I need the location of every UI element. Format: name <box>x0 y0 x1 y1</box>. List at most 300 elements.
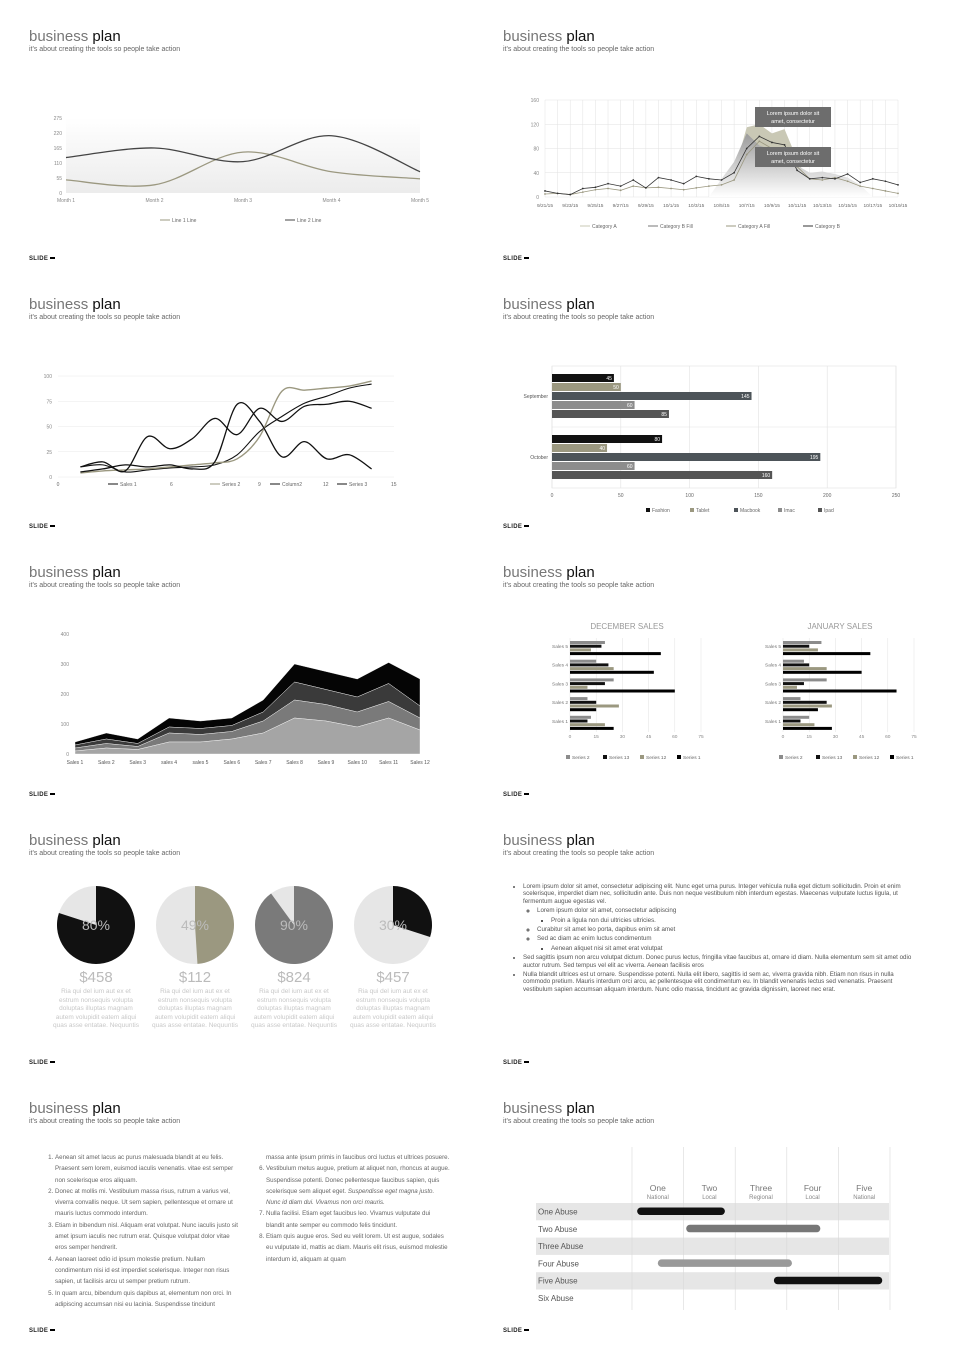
x-tick-label: Sales 8 <box>286 760 303 766</box>
data-point <box>746 154 748 156</box>
legend-label: Series 1 <box>683 756 701 761</box>
data-point <box>847 173 849 175</box>
callout-text: amet, consectetur <box>771 159 815 165</box>
data-label: 60 <box>626 403 633 409</box>
x-tick-label: 10/17/15 <box>863 204 883 209</box>
chart-gantt <box>536 1147 890 1310</box>
y-tick-label: 80 <box>533 146 539 153</box>
bar <box>552 471 772 479</box>
bar <box>570 667 614 670</box>
data-point <box>557 192 559 194</box>
legend-swatch <box>818 508 822 512</box>
pie-description: Ria qui del ium aut ex et estrum nonsequis volupta doluptas illuptas magnam autem volupidit eatem aliqui quas asse entatae. Nequuntis <box>250 988 337 1029</box>
slide-title: business plan <box>503 832 595 849</box>
bar <box>783 648 818 651</box>
chart-sales-bars <box>765 622 917 761</box>
chart-sales-bars <box>552 622 704 761</box>
data-point <box>771 142 773 144</box>
bar <box>570 682 605 685</box>
x-tick-label: Sales 10 <box>347 760 368 766</box>
data-point <box>607 183 609 185</box>
bar <box>570 723 605 726</box>
legend-label: Imac <box>784 508 795 514</box>
row-label: Four Abuse <box>538 1259 579 1269</box>
legend-swatch <box>677 755 681 759</box>
x-tick-label: 10/5/15 <box>713 204 730 209</box>
slide-footer: SLIDE <box>503 524 529 530</box>
callout-text: amet, consectetur <box>771 119 815 125</box>
legend-label: Tablet <box>696 508 710 514</box>
slide-footer: SLIDE <box>503 792 529 798</box>
x-tick-label: 45 <box>645 735 652 740</box>
slide-title: business plan <box>503 28 595 45</box>
row-label: Five Abuse <box>538 1276 578 1286</box>
data-point <box>670 179 672 181</box>
data-point <box>809 178 811 180</box>
data-point <box>859 185 861 187</box>
x-tick-label: 0 <box>568 735 572 740</box>
data-point <box>645 187 647 189</box>
column-subheader: Local <box>805 1195 820 1201</box>
x-tick-label: 10/15/15 <box>838 204 857 209</box>
bar <box>783 720 800 723</box>
pie-card <box>51 885 141 1031</box>
legend-label: Series 3 <box>349 482 368 488</box>
numbered-item: 3. Etiam in bibendum nisl. Aliquam erat volutpat. Nunc iaculis justo sit amet ipsum iaculis nec rutrum erat. Quisque volutpat dolor vitae eros semper hendrerit. <box>55 1220 239 1254</box>
y-tick-label: 160 <box>530 98 539 104</box>
bullet-subitem: ▪ Proin a ligula non dui ultricies ultricies. <box>551 917 915 924</box>
bullet-subitem: ▪ Aenean aliquet nisi sit amet erat volutpat <box>551 945 915 952</box>
column-header: Five <box>856 1183 873 1193</box>
x-tick-label: 10/13/15 <box>813 204 832 209</box>
y-tick-label: 120 <box>530 122 539 129</box>
category-label: Sales 1 <box>765 719 781 725</box>
data-point <box>632 185 634 187</box>
column-subheader: National <box>853 1195 876 1201</box>
legend-label: Macbook <box>740 508 761 514</box>
x-tick-label: 15 <box>806 735 812 740</box>
x-tick-label: Sales 6 <box>223 760 241 766</box>
bar <box>570 652 661 655</box>
y-tick-label: 75 <box>46 399 52 406</box>
slide-subtitle: it's about creating the tools so people take action <box>29 1118 181 1125</box>
numbered-item: 2. Donec at mollis mi. Vestibulum massa risus, rutrum a varius vel, viverra convallis neque. Ut sem sapien, pellentesque et ornare ut mauris luctus commodo interdum. <box>55 1186 239 1220</box>
data-point <box>758 135 760 137</box>
category-label: October <box>530 455 548 461</box>
y-tick-label: 100 <box>60 722 69 728</box>
numbered-item: 1. Aenean sit amet lacus ac purus malesuada blandit at eu felis. Praesent sem lorem, euismod iaculis venenatis. vitae est semper non scelerisque eros aliquam. <box>55 1152 239 1186</box>
y-tick-label: 100 <box>43 374 52 380</box>
legend-label: Series 13 <box>822 756 843 761</box>
pie-percent-label: 90% <box>279 917 309 933</box>
legend-label: Category A <box>592 224 617 230</box>
slide-footer: SLIDE <box>29 1060 55 1066</box>
bar <box>783 716 809 719</box>
data-point <box>670 188 672 190</box>
bar <box>570 701 596 704</box>
row-label: Three Abuse <box>538 1242 584 1252</box>
legend-swatch <box>779 755 783 759</box>
x-tick-label: Sales 7 <box>254 760 272 766</box>
y-tick-label: 0 <box>59 191 62 197</box>
bar <box>552 401 635 409</box>
bar <box>783 705 832 708</box>
legend-label: Series 1 <box>896 756 914 761</box>
data-point <box>569 194 571 196</box>
slide-subtitle: it's about creating the tools so people take action <box>29 582 181 589</box>
chart-line-dates <box>531 98 908 230</box>
bar <box>783 678 827 681</box>
x-tick-label: 9/25/15 <box>587 204 604 209</box>
callout-text: Lorem ipsum dolor sit <box>766 151 820 157</box>
chart-stacked-area <box>61 632 430 766</box>
y-tick-label: 55 <box>56 176 62 182</box>
data-point <box>884 190 886 192</box>
x-tick-label: 150 <box>754 493 763 499</box>
legend-swatch <box>890 755 894 759</box>
slide-subtitle: it's about creating the tools so people take action <box>503 314 655 321</box>
x-tick-label: 15 <box>593 735 599 740</box>
x-tick-label: 45 <box>858 735 865 740</box>
category-label: Sales 1 <box>552 719 568 725</box>
gantt-bar <box>774 1277 882 1285</box>
chart-line-months <box>54 116 430 224</box>
bar <box>570 660 596 663</box>
x-tick-label: 10/3/15 <box>688 204 705 209</box>
chart-xy-lines <box>44 374 397 488</box>
bar <box>783 723 814 726</box>
slide-title: business plan <box>29 296 121 313</box>
x-tick-label: 10/19/15 <box>888 204 908 209</box>
column-subheader: National <box>646 1195 669 1201</box>
bar <box>783 690 897 693</box>
data-point <box>607 188 609 190</box>
bar <box>783 682 804 685</box>
legend-label: Series 12 <box>646 756 667 761</box>
x-tick-label: sales 5 <box>192 760 209 766</box>
bullet-subitem: ◦ Curabitur sit amet leo porta, dapibus enim sit amet <box>537 926 915 933</box>
pie-percent-label: 49% <box>180 917 210 933</box>
bar <box>783 701 827 704</box>
data-label: 195 <box>809 455 819 461</box>
legend-swatch <box>734 508 738 512</box>
bar <box>552 462 635 470</box>
numbered-list-right <box>250 1152 450 1265</box>
y-tick-label: 0 <box>66 752 69 758</box>
data-point <box>695 175 697 177</box>
column-header: Two <box>701 1183 718 1193</box>
legend-label: Series 2 <box>222 482 241 488</box>
data-label: 160 <box>761 473 771 479</box>
bar <box>783 667 827 670</box>
slide-title: business plan <box>29 28 121 45</box>
data-point <box>834 178 836 180</box>
x-tick-label: 200 <box>823 493 832 499</box>
category-label: Sales 3 <box>765 682 781 688</box>
slide-title: business plan <box>503 296 595 313</box>
legend-label: Series 2 <box>572 756 590 761</box>
bullet-item: • Nulla blandit ultrices est ut ornare. Suspendisse potenti. Nulla elit libero, sagittis id sem ac, viverra gravida nibh. Etiam non risus in nulla commodo pretium. Mauris interdum orci arcu, ac pellentesque elit condimentum eu. In blandit venenatis lectus sed venenatis. Praesent vestibulum sapien accumsan aliquam interdum. Nunc odio massa, tincidunt ac gravida dignissim, laoreet nec erat. <box>523 971 915 993</box>
category-label: Sales 4 <box>765 663 781 669</box>
x-tick-label: 50 <box>618 493 624 499</box>
bar <box>570 705 619 708</box>
x-tick-label: 250 <box>891 493 901 499</box>
bar <box>783 697 800 700</box>
data-point <box>620 185 622 187</box>
slide-subtitle: it's about creating the tools so people take action <box>29 314 181 321</box>
pie-card <box>348 885 438 1031</box>
data-point <box>897 184 899 186</box>
legend-label: Series 13 <box>609 756 630 761</box>
pie-amount: $824 <box>277 969 311 986</box>
data-point <box>595 189 597 191</box>
bar <box>783 641 821 644</box>
data-point <box>708 178 710 180</box>
bar <box>570 708 596 711</box>
bar <box>570 697 587 700</box>
data-point <box>595 186 597 188</box>
data-point <box>721 179 723 181</box>
pie-description: Ria qui del ium aut ex et estrum nonsequis volupta doluptas illuptas magnam autem volupidit eatem aliqui quas asse entatae. Nequuntis <box>52 988 139 1029</box>
x-tick-label: 10/11/15 <box>787 204 807 209</box>
y-tick-label: 275 <box>53 116 62 122</box>
bar <box>570 720 587 723</box>
data-point <box>708 185 710 187</box>
pie-description: Ria qui del ium aut ex et estrum nonsequis volupta doluptas illuptas magnam autem volupidit eatem aliqui quas asse entatae. Nequuntis <box>151 988 238 1029</box>
slide-footer: SLIDE <box>29 1328 55 1334</box>
numbered-item: 5. In quam arcu, bibendum quis dapibus at, elementum non orci. In adipiscing accumsan nisi eu lacinia. Suspendisse tincidunt <box>55 1288 239 1311</box>
bar <box>570 686 587 689</box>
column-subheader: Local <box>702 1195 717 1201</box>
slide-footer: SLIDE <box>29 524 55 530</box>
data-point <box>683 183 685 185</box>
slide-subtitle: it's about creating the tools so people take action <box>503 850 655 857</box>
x-tick-label: 9/21/15 <box>536 204 554 209</box>
x-tick-label: Month 4 <box>322 198 341 204</box>
slide-footer: SLIDE <box>29 792 55 798</box>
data-point <box>683 189 685 191</box>
x-tick-label: 10/9/15 <box>763 204 780 209</box>
y-tick-label: 50 <box>46 424 52 431</box>
chart-hbar <box>524 366 901 514</box>
pie-card <box>249 885 339 1031</box>
x-tick-label: Sales 12 <box>410 760 430 766</box>
x-tick-label: 0 <box>781 735 785 740</box>
bar <box>783 663 809 666</box>
y-tick-label: 0 <box>536 195 539 201</box>
legend-swatch <box>690 508 694 512</box>
category-label: Sales 2 <box>765 701 781 707</box>
bar <box>570 678 614 681</box>
slide-title: business plan <box>29 564 121 581</box>
pie-description: Ria qui del ium aut ex et estrum nonsequis volupta doluptas illuptas magnam autem volupidit eatem aliqui quas asse entatae. Nequuntis <box>349 988 436 1029</box>
x-tick-label: 30 <box>832 735 839 740</box>
slide-footer: SLIDE <box>503 1328 529 1334</box>
data-label: 85 <box>661 412 667 418</box>
y-tick-label: 25 <box>46 449 52 456</box>
numbered-text-italic: Suspendisse eget magna justo. Nunc id diam dui. Vivamus non orci mauris. <box>266 1187 435 1207</box>
legend-swatch <box>778 508 782 512</box>
bar <box>783 652 870 655</box>
category-label: Sales 4 <box>552 663 568 669</box>
x-tick-label: 12 <box>323 482 329 488</box>
x-tick-label: 6 <box>170 482 173 488</box>
x-tick-label: Sales 11 <box>379 760 399 766</box>
bar <box>783 727 832 730</box>
pie-amount: $112 <box>178 969 212 986</box>
data-point <box>796 169 798 171</box>
y-tick-label: 40 <box>533 170 539 177</box>
numbered-item: 7. Nulla facilisi. Etiam eget faucibus leo. Vivamus vulputate dui blandit ante semper eu commodo felis tincidunt. <box>266 1208 450 1231</box>
column-subheader: Regional <box>749 1195 773 1201</box>
slide-subtitle: it's about creating the tools so people take action <box>29 850 181 857</box>
data-label: 50 <box>613 385 619 391</box>
bar <box>552 383 621 391</box>
data-point <box>620 189 622 191</box>
pie-card <box>150 885 240 1031</box>
table-row-band <box>536 1238 889 1255</box>
data-point <box>821 177 823 179</box>
bar <box>552 392 752 400</box>
legend-swatch <box>646 508 650 512</box>
gantt-bar <box>637 1208 725 1216</box>
data-point <box>821 179 823 181</box>
bar <box>570 671 654 674</box>
pie-amount: $458 <box>79 969 113 986</box>
x-tick-label: 60 <box>672 735 678 740</box>
x-tick-label: Sales 9 <box>317 760 335 766</box>
legend-label: Ipad <box>824 508 834 514</box>
data-point <box>658 177 660 179</box>
x-tick-label: 10/7/15 <box>738 204 755 209</box>
data-point <box>872 178 874 180</box>
legend-label: Category B <box>815 224 841 230</box>
bullet-item <box>523 883 915 952</box>
data-label: 145 <box>741 394 750 400</box>
legend-swatch <box>640 755 644 759</box>
numbered-item: 8. Etiam quis augue eros. Sed eu velit lorem. Ut est augue, sodales eu vulputate id, mattis ac diam. Mauris elit risus, euismod molestie interdum id, aliquam at quam <box>266 1231 450 1265</box>
bar <box>570 727 614 730</box>
x-tick-label: Sales 2 <box>98 760 115 766</box>
bar <box>570 663 608 666</box>
column-header: Four <box>803 1183 822 1193</box>
slide-title: business plan <box>503 1100 595 1117</box>
bar <box>552 453 820 461</box>
x-tick-label: Sales 1 <box>66 760 84 766</box>
data-label: 40 <box>599 446 606 452</box>
data-point <box>758 140 760 142</box>
data-point <box>859 182 861 184</box>
bar <box>570 716 591 719</box>
plot-area <box>66 118 420 193</box>
data-point <box>872 188 874 190</box>
x-tick-label: 9/27/15 <box>612 204 629 209</box>
legend-label: Sales 1 <box>120 482 137 488</box>
x-tick-label: Month 2 <box>145 198 164 204</box>
bar <box>552 410 669 418</box>
y-tick-label: 110 <box>54 161 62 167</box>
x-tick-label: sales 4 <box>161 760 178 766</box>
x-tick-label: 10/1/15 <box>663 204 680 209</box>
data-label: 60 <box>626 464 633 470</box>
legend-swatch <box>853 755 857 759</box>
category-label: Sales 5 <box>765 645 781 650</box>
category-label: Sales 3 <box>552 682 568 688</box>
column-header: One <box>649 1183 666 1193</box>
data-label: 45 <box>606 376 612 382</box>
numbered-item <box>266 1163 450 1208</box>
row-label: One Abuse <box>538 1207 578 1217</box>
category-label: Sales 5 <box>552 645 568 650</box>
row-label: Six Abuse <box>538 1294 574 1303</box>
slide-title: business plan <box>29 1100 121 1117</box>
slide-subtitle: it's about creating the tools so people take action <box>503 46 655 53</box>
y-tick-label: 300 <box>60 662 69 668</box>
data-label: 80 <box>654 437 661 443</box>
x-tick-label: 0 <box>56 482 60 488</box>
data-point <box>582 191 584 193</box>
x-tick-label: 9/23/15 <box>562 204 579 209</box>
slide-footer: SLIDE <box>29 256 55 262</box>
legend-label: Fashion <box>652 508 670 514</box>
bar <box>570 641 605 644</box>
y-tick-label: 400 <box>60 632 69 638</box>
legend-swatch <box>603 755 607 759</box>
data-point <box>897 192 899 194</box>
bar <box>552 374 614 382</box>
bar <box>783 686 797 689</box>
x-tick-label: 75 <box>698 735 704 740</box>
data-point <box>746 148 748 150</box>
pie-amount: $457 <box>376 969 410 986</box>
bullet-text: Sed ac diam ac enim luctus condimentum <box>537 935 652 943</box>
bar <box>552 435 662 443</box>
legend-label: Series 2 <box>785 756 803 761</box>
x-tick-label: 30 <box>619 735 626 740</box>
callout-text: Lorem ipsum dolor sit <box>766 111 820 117</box>
data-point <box>695 187 697 189</box>
column-header: Three <box>749 1183 773 1193</box>
data-point <box>582 188 584 190</box>
x-tick-label: 0 <box>550 493 554 499</box>
numbered-item-continued: massa ante ipsum primis in faucibus orci luctus et ultrices posuere. <box>266 1154 450 1161</box>
x-tick-label: Month 1 <box>56 198 76 204</box>
data-point <box>733 179 735 181</box>
bar <box>570 690 675 693</box>
slide-subtitle: it's about creating the tools so people take action <box>503 1118 655 1125</box>
legend-label: Line 2 Line <box>297 218 322 224</box>
x-tick-label: 9/29/15 <box>637 204 654 209</box>
slide-footer: SLIDE <box>503 1060 529 1066</box>
bullet-list <box>513 883 915 995</box>
y-tick-label: 0 <box>49 475 52 481</box>
bullet-subitem <box>537 935 915 952</box>
x-tick-label: Month 3 <box>233 198 253 204</box>
data-point <box>884 180 886 182</box>
slide-footer: SLIDE <box>503 256 529 262</box>
slide-subtitle: it's about creating the tools so people take action <box>503 582 655 589</box>
legend-swatch <box>816 755 820 759</box>
data-point <box>632 179 634 181</box>
bullet-subitem <box>537 907 915 924</box>
numbered-text: Vestibulum metus augue, pretium at aliquet non, rhoncus at augue. Suspendisse potenti. Donec pellentesque faucibus sapien, quis scelerisque sem aliquet eget. <box>266 1165 450 1195</box>
gantt-bar <box>658 1259 792 1267</box>
bar <box>570 645 601 648</box>
category-label: Sales 2 <box>552 701 568 707</box>
x-tick-label: Sales 3 <box>129 760 147 766</box>
x-tick-label: 9 <box>258 482 261 488</box>
x-tick-label: 100 <box>685 493 694 499</box>
